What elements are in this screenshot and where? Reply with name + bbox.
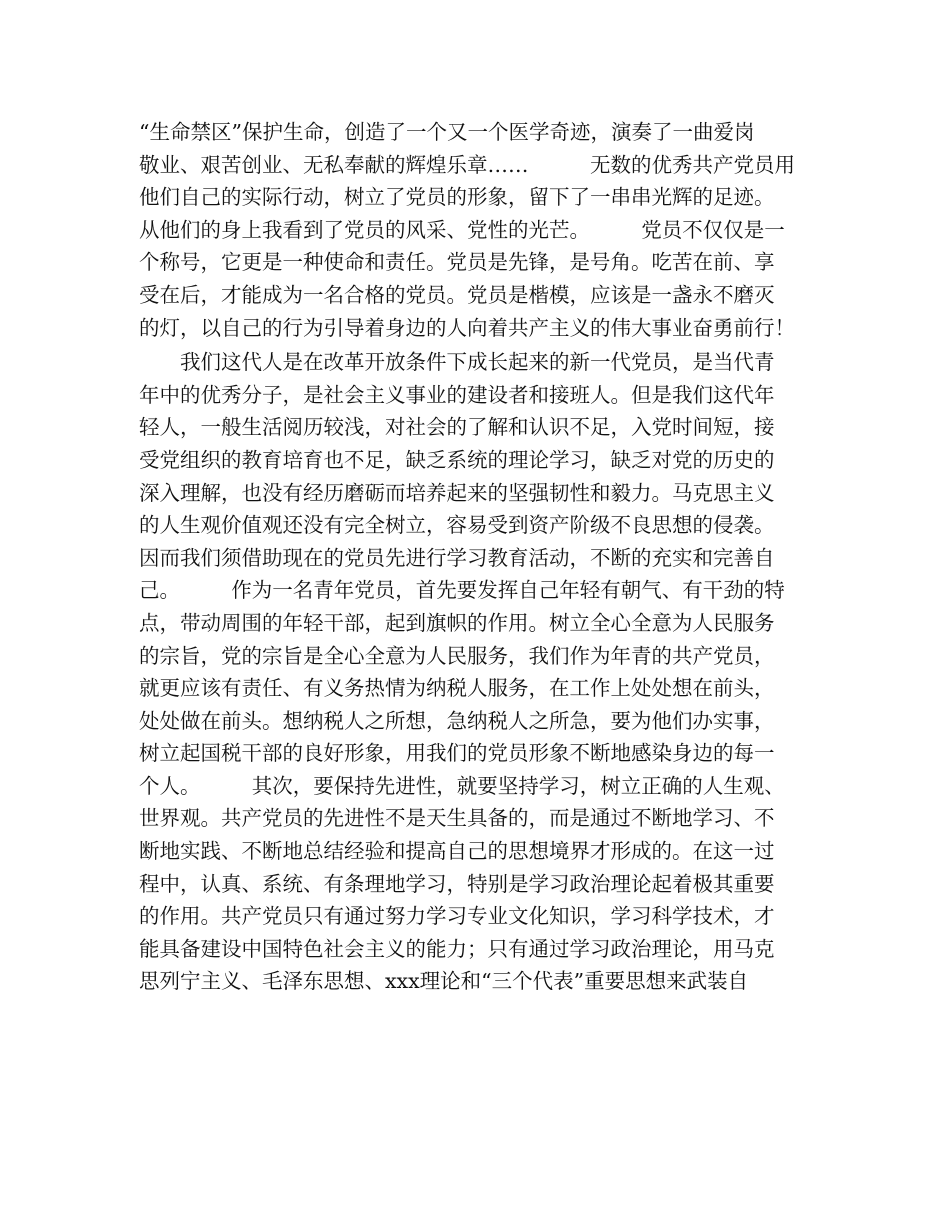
text-line: 轻人，一般生活阅历较浅，对社会的了解和认识不足，入党时间短，接 (139, 415, 775, 440)
text-line: 思列宁主义、毛泽东思想、xxx理论和“三个代表”重要思想来武装自 (139, 969, 749, 994)
text-line: 从他们的身上我看到了党员的风采、党性的光芒。 党员不仅仅是一 (139, 217, 785, 242)
text-line: 深入理解，也没有经历磨砺而培养起来的坚强韧性和毅力。马克思主义 (139, 480, 775, 505)
text-line: 敬业、艰苦创业、无私奉献的辉煌乐章…… 无数的优秀共产党员用 (139, 152, 795, 177)
text-line: 树立起国税干部的良好形象，用我们的党员形象不断地感染身边的每一 (139, 741, 775, 766)
text-line: 断地实践、不断地总结经验和提高自己的思想境界才形成的。在这一过 (139, 839, 775, 864)
text-line: 己。 作为一名青年党员，首先要发挥自己年轻有朝气、有干劲的特 (139, 578, 785, 603)
text-line: 他们自己的实际行动，树立了党员的形象，留下了一串串光辉的足迹。 (139, 185, 775, 210)
text-line: 程中，认真、系统、有条理地学习，特别是学习政治理论起着极其重要 (139, 871, 775, 896)
text-line: 我们这代人是在改革开放条件下成长起来的新一代党员，是当代青 (139, 350, 775, 375)
text-line: 就更应该有责任、有义务热情为纳税人服务，在工作上处处想在前头， (139, 676, 775, 701)
text-line: 的灯，以自己的行为引导着身边的人向着共产主义的伟大事业奋勇前行！ (139, 315, 795, 340)
text-line: 处处做在前头。想纳税人之所想，急纳税人之所急，要为他们办实事， (139, 708, 775, 733)
text-line: 个人。 其次，要保持先进性，就要坚持学习，树立正确的人生观、 (139, 773, 785, 798)
text-line: 年中的优秀分子，是社会主义事业的建设者和接班人。但是我们这代年 (139, 382, 775, 407)
text-line: 世界观。共产党员的先进性不是天生具备的，而是通过不断地学习、不 (139, 806, 775, 831)
text-line: 个称号，它更是一种使命和责任。党员是先锋，是号角。吃苦在前、享 (139, 250, 775, 275)
text-line: 因而我们须借助现在的党员先进行学习教育活动，不断的充实和完善自 (139, 545, 775, 570)
text-line: 的宗旨，党的宗旨是全心全意为人民服务，我们作为年青的共产党员， (139, 643, 775, 668)
text-line: 受党组织的教育培育也不足，缺乏系统的理论学习，缺乏对党的历史的 (139, 447, 775, 472)
text-line: 的人生观价值观还没有完全树立，容易受到资产阶级不良思想的侵袭。 (139, 513, 775, 538)
text-line: “生命禁区”保护生命，创造了一个又一个医学奇迹，演奏了一曲爱岗 (139, 120, 755, 144)
text-line: 能具备建设中国特色社会主义的能力；只有通过学习政治理论，用马克 (139, 936, 775, 961)
body-text (139, 116, 829, 998)
text-line: 的作用。共产党员只有通过努力学习专业文化知识，学习科学技术，才 (139, 904, 775, 929)
text-line: 点，带动周围的年轻干部，起到旗帜的作用。树立全心全意为人民服务 (139, 610, 775, 635)
text-line: 受在后，才能成为一名合格的党员。党员是楷模，应该是一盏永不磨灭 (139, 282, 775, 307)
